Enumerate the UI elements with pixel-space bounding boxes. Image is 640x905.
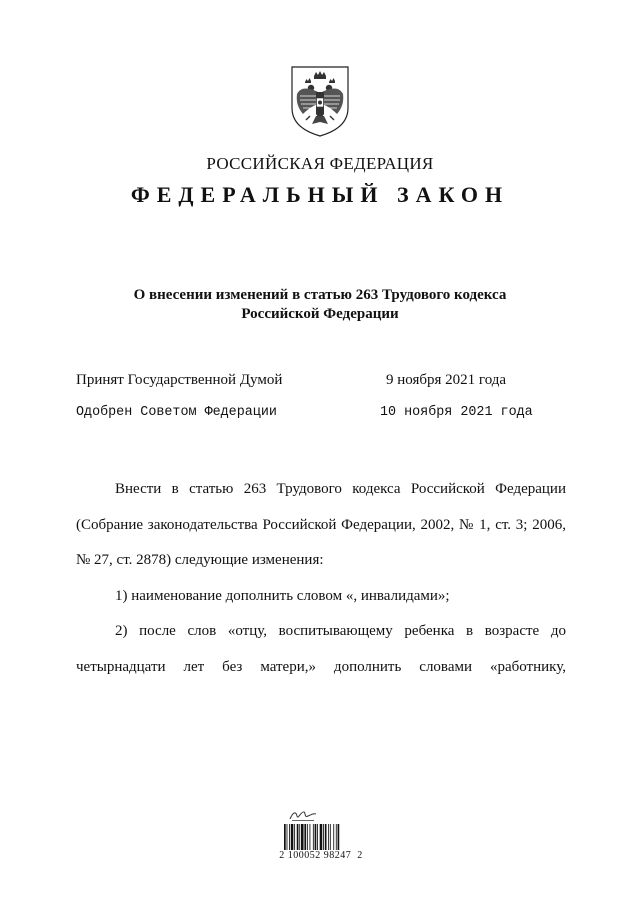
barcode-bar — [294, 824, 295, 850]
country-heading: РОССИЙСКАЯ ФЕДЕРАЦИЯ — [206, 154, 434, 173]
barcode-bar — [333, 824, 334, 850]
barcode-bar — [301, 824, 304, 850]
page-footer — [276, 808, 366, 868]
barcode-bar — [310, 824, 311, 850]
law-body — [76, 472, 566, 685]
adoption-date: 10 ноября 2021 года — [380, 405, 533, 420]
barcode-bar — [304, 824, 306, 850]
barcode-bar — [317, 824, 318, 850]
barcode-bar — [330, 824, 331, 850]
barcode-bar — [328, 824, 329, 850]
barcode-bar — [313, 824, 314, 850]
document-type-title: ФЕДЕРАЛЬНЫЙ ЗАКОН — [130, 182, 510, 207]
coat-of-arms-icon — [288, 64, 352, 138]
body-paragraph-item-1: 1) наименование дополнить словом «, инвалидами»; — [115, 587, 450, 604]
law-subject — [80, 286, 560, 324]
subject-line: Российской Федерации — [241, 306, 399, 322]
barcode-bar — [336, 824, 337, 850]
barcode-bar — [287, 824, 288, 850]
body-paragraph-intro: Внести в статью 263 Трудового кодекса Российской Федерации (Собрание законодательства Российской Федерации, 2002, № 1, ст. 3; 2006, № 27, ст. 2878) следующие изменения: — [76, 481, 566, 568]
barcode-number: 2 100052 98247 2 — [279, 850, 363, 861]
barcode-bar — [299, 824, 300, 850]
barcode-bar — [291, 824, 294, 850]
barcode-bar — [325, 824, 327, 850]
body-paragraph-item-2: 2) после слов «отцу, воспитывающему ребенка в возрасте до четырнадцати лет без матери,» дополнить словами «работнику, — [76, 623, 566, 675]
barcode-bar — [315, 824, 317, 850]
barcode-icon — [284, 824, 360, 850]
barcode-bar — [307, 824, 308, 850]
barcode-bar — [297, 824, 299, 850]
adoption-body: Одобрен Советом Федерации — [76, 405, 277, 420]
barcode-bar — [338, 824, 340, 850]
subject-line: О внесении изменений в статью 263 Трудового кодекса — [133, 287, 507, 303]
barcode-bar — [320, 824, 323, 850]
barcode-bar — [284, 824, 286, 850]
barcode-bar — [323, 824, 324, 850]
adoption-date: 9 ноября 2021 года — [386, 372, 507, 388]
adoption-body: Принят Государственной Думой — [76, 372, 283, 388]
barcode-bar — [289, 824, 290, 850]
initials-mark — [288, 808, 318, 822]
